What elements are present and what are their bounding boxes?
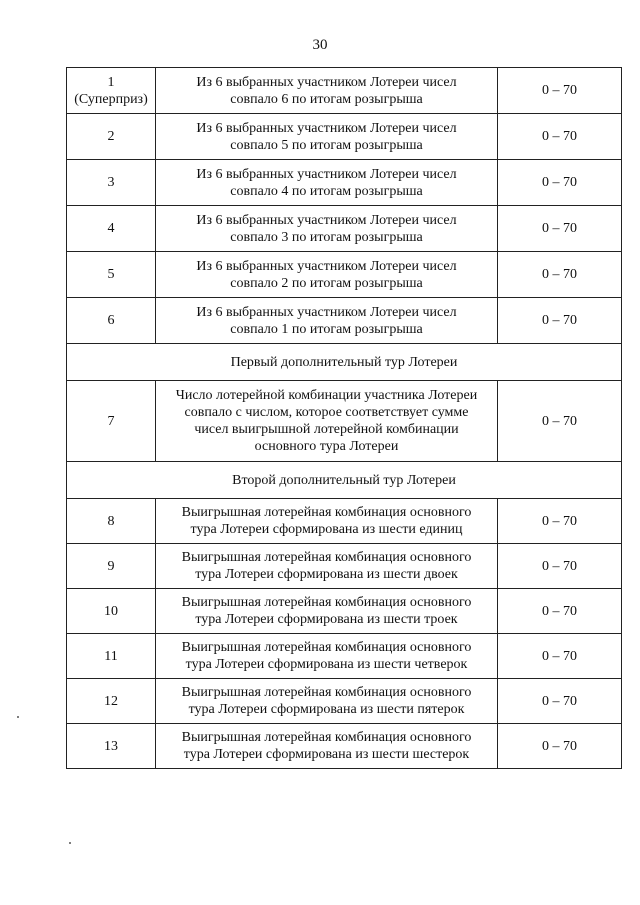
condition-cell	[156, 68, 498, 114]
condition-text: основного тура Лотереи	[254, 439, 399, 454]
condition-cell	[156, 252, 498, 298]
table-row	[67, 544, 622, 589]
prize-category-number: 3	[67, 160, 156, 206]
percent-range-cell: 0 – 70	[498, 499, 622, 544]
condition-text: Из 6 выбранных участником Лотереи чисел	[196, 304, 457, 320]
percent-range-cell: 0 – 70	[498, 160, 622, 206]
condition-text: тура Лотереи сформирована из шести единиц	[190, 522, 463, 537]
percent-range-cell: 0 – 70	[498, 381, 622, 462]
condition-text: совпало 1 по итогам розыгрыша	[230, 321, 423, 337]
section-header-row	[67, 462, 622, 499]
prize-category-number: 10	[67, 589, 156, 634]
prize-category-subtitle: (Суперприз)	[74, 91, 148, 107]
table-row	[67, 724, 622, 769]
condition-text: Выигрышная лотерейная комбинация основного	[181, 730, 472, 745]
condition-cell	[156, 679, 498, 724]
condition-text: Выигрышная лотерейная комбинация основного	[181, 505, 472, 520]
condition-cell	[156, 589, 498, 634]
table-row	[67, 114, 622, 160]
prize-table	[66, 67, 622, 769]
percent-range-cell: 0 – 70	[498, 679, 622, 724]
condition-text: совпало 3 по итогам розыгрыша	[230, 229, 423, 245]
condition-text: Из 6 выбранных участником Лотереи чисел	[196, 212, 457, 228]
condition-text: Число лотерейной комбинации участника Лотереи	[175, 388, 478, 403]
condition-text: Выигрышная лотерейная комбинация основного	[181, 640, 472, 655]
scan-speck	[69, 842, 71, 844]
percent-range-cell: 0 – 70	[498, 724, 622, 769]
condition-cell	[156, 544, 498, 589]
condition-text: Выигрышная лотерейная комбинация основного	[181, 550, 472, 565]
condition-text: совпало 6 по итогам розыгрыша	[230, 91, 423, 107]
condition-cell	[156, 160, 498, 206]
prize-category-number: 4	[67, 206, 156, 252]
condition-text: тура Лотереи сформирована из шести пятерок	[188, 702, 465, 717]
table-row	[67, 589, 622, 634]
percent-range-cell: 0 – 70	[498, 206, 622, 252]
condition-cell	[156, 114, 498, 160]
condition-cell	[156, 634, 498, 679]
condition-text: Выигрышная лотерейная комбинация основного	[181, 685, 472, 700]
prize-category-number: 13	[67, 724, 156, 769]
prize-category-number: 9	[67, 544, 156, 589]
condition-cell	[156, 724, 498, 769]
table-row	[67, 68, 622, 114]
prize-category-number: 6	[67, 298, 156, 344]
section-title: Второй дополнительный тур Лотереи	[67, 462, 622, 499]
condition-text: совпало 2 по итогам розыгрыша	[230, 275, 423, 291]
percent-range-cell: 0 – 70	[498, 114, 622, 160]
scan-speck	[17, 716, 19, 718]
prize-category-number: 2	[67, 114, 156, 160]
condition-cell	[156, 381, 498, 462]
table-row	[67, 634, 622, 679]
condition-cell	[156, 206, 498, 252]
prize-category-number: 11	[67, 634, 156, 679]
table-row	[67, 160, 622, 206]
condition-text: тура Лотереи сформирована из шести четверок	[185, 657, 468, 672]
percent-range-cell: 0 – 70	[498, 298, 622, 344]
page-number: 30	[312, 37, 328, 53]
prize-category-cell	[67, 68, 156, 114]
condition-text: тура Лотереи сформирована из шести шестерок	[183, 747, 470, 762]
percent-range-cell: 0 – 70	[498, 544, 622, 589]
condition-text: Из 6 выбранных участником Лотереи чисел	[196, 120, 457, 136]
table-row	[67, 381, 622, 462]
prize-category-number: 12	[67, 679, 156, 724]
percent-range-cell: 0 – 70	[498, 589, 622, 634]
condition-text: тура Лотереи сформирована из шести двоек	[195, 567, 458, 582]
table-row	[67, 298, 622, 344]
condition-text: Выигрышная лотерейная комбинация основного	[181, 595, 472, 610]
percent-range-cell: 0 – 70	[498, 634, 622, 679]
section-title: Первый дополнительный тур Лотереи	[67, 344, 622, 381]
condition-text: чисел выигрышной лотерейной комбинации	[194, 422, 459, 437]
section-header-row	[67, 344, 622, 381]
condition-text: Из 6 выбранных участником Лотереи чисел	[196, 258, 457, 274]
prize-category-number: 7	[67, 381, 156, 462]
table-row	[67, 679, 622, 724]
table-row	[67, 206, 622, 252]
condition-cell	[156, 499, 498, 544]
condition-text: Из 6 выбранных участником Лотереи чисел	[196, 166, 457, 182]
prize-category-number: 1	[107, 74, 115, 90]
prize-category-number: 5	[67, 252, 156, 298]
table-row	[67, 499, 622, 544]
condition-text: Из 6 выбранных участником Лотереи чисел	[196, 74, 457, 90]
prize-category-number: 8	[67, 499, 156, 544]
table-row	[67, 252, 622, 298]
condition-cell	[156, 298, 498, 344]
percent-range-cell: 0 – 70	[498, 68, 622, 114]
condition-text: совпало 4 по итогам розыгрыша	[230, 183, 423, 199]
condition-text: тура Лотереи сформирована из шести троек	[195, 612, 458, 627]
percent-range-cell: 0 – 70	[498, 252, 622, 298]
condition-text: совпало 5 по итогам розыгрыша	[230, 137, 423, 153]
condition-text: совпало с числом, которое соответствует сумме	[184, 405, 469, 420]
